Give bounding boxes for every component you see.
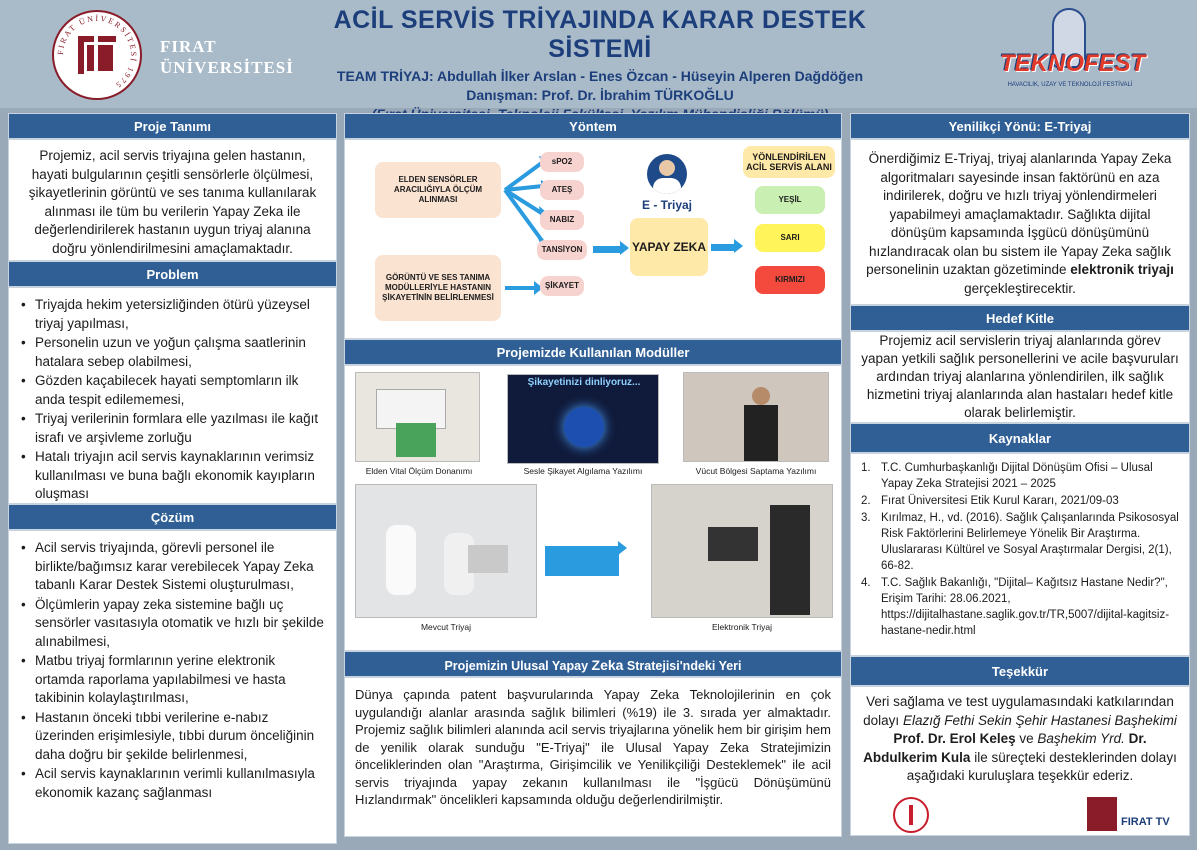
input-sikayet: ŞİKAYET	[540, 276, 584, 296]
problem-item: • Triyajda hekim yetersizliğinden ötürü yüzeysel triyaj yapılması,	[17, 296, 328, 333]
caption-electronic: Elektronik Triyaj	[712, 622, 772, 632]
university-name: FIRAT ÜNİVERSİTESİ	[160, 37, 294, 77]
cozum-item: • Acil servis triyajında, görevli personel ile birlikte/bağımsız karar verebilecek Yapay Zeka tabanlı Karar Destek Sistemi oluşturulması,	[17, 539, 328, 595]
doctor-avatar-icon	[647, 154, 687, 194]
tesekkur-body: Veri sağlama ve test uygulamasındaki katkılarından dolayı Elazığ Fethi Sekin Şehir Hastanesi Başhekimi Prof. Dr. Erol Keleş ve Başhekim Yrd. Dr. Abdulkerim Kula ile süreçteki desteklerinden dolayı aşağıdaki kuruluşlara teşekkür ederiz. FIRAT TV	[850, 686, 1190, 836]
caption-body: Vücut Bölgesi Saptama Yazılımı	[695, 466, 817, 476]
reference-item: 2. Fırat Üniversitesi Etik Kurul Kararı, 2021/09-03	[861, 495, 1119, 507]
poster-title: ACİL SERVİS TRİYAJINDA KARAR DESTEK SİSTEMİ	[333, 6, 867, 63]
complaint-arrow	[505, 286, 535, 290]
university-seal-icon	[52, 10, 142, 100]
strateji-heading: Projemizin Ulusal Yapay Zeka Stratejisi'ndeki Yeri	[344, 651, 842, 677]
firat-tv-label: FIRAT TV	[1121, 816, 1170, 828]
method-diagram	[344, 139, 842, 339]
cozum-item: • Acil servis kaynaklarının verimli kullanılmasıyla ekonomik kazanç sağlanması	[17, 765, 328, 802]
input-spo2: sPO2	[540, 152, 584, 172]
sensor-box: ELDEN SENSÖRLER ARACILIĞIYLA ÖLÇÜM ALINMASI	[375, 162, 501, 218]
problem-heading: Problem	[8, 261, 337, 287]
areas-title: YÖNLENDİRİLEN ACİL SERVİS ALANI	[743, 146, 835, 178]
modules-panel	[344, 365, 842, 651]
poster-header	[0, 0, 1197, 108]
firat-tv-logo-icon	[1087, 797, 1117, 831]
hedef-heading: Hedef Kitle	[850, 305, 1190, 331]
triage-area-1: YEŞİL	[755, 186, 825, 214]
strateji-text: Dünya çapında patent başvurularında Yapay Zeka Teknolojilerinin en çok uygulandığı alanlar arasında sağlık bilimleri (%19) ile 3. sırada yer almaktadır. Projemiz sağlık bilimleri alanında acil servis triyajlarına yönelik hem bir girişim hem de yenilik olarak sunduğu "E-Triyaj" ile Ulusal Yapay Zeka Stratejimizin önceliklerinden olan "Araştırma, Girişimcilik ve Yenilikçiliği Desteklemek" ile acil servis triyajında yapay zekanın kullanılması ile "İşgücü Dönüşümünü Hızlandırmak" öncelikleri kapsamında olduğu değerlendirilmiştir.	[344, 677, 842, 837]
input-tansiyon: TANSİYON	[537, 240, 587, 260]
problem-item: • Personelin uzun ve yoğun çalışma saatlerinin hatalara sebep olabilmesi,	[17, 334, 328, 371]
ministry-logo-icon	[893, 797, 929, 833]
reference-item: 4. T.C. Sağlık Bakanlığı, "Dijital– Kağıtsız Hastane Nedir?", Erişim Tarihi: 28.06.2021, https://dijitalhastane.saglik.gov.tr/TR,5007/dijital-kagitsiz-hastane-nedir.html	[861, 577, 1170, 637]
problem-body	[8, 287, 337, 504]
teknofest-logo: TEKNOFEST HAVACILIK, UZAY VE TEKNOLOJİ FESTİVALİ	[1000, 8, 1140, 100]
proje-text: Projemiz, acil servis triyajına gelen hastanın, hayati bulgularının çeşitli sensörlerle ölçülmesi, şikayetlerinin görüntü ve ses tanıma kullanılarak alınması ile tüm bu verilerin Yapay Zeka ile değerlendirilerek hastanın uygun triyaj alanına doğru yönlendirilmesini amaçlamaktadır.	[8, 139, 337, 261]
middle-column	[344, 113, 842, 837]
cozum-heading: Çözüm	[8, 504, 337, 530]
moduller-heading: Projemizde Kullanılan Modüller	[344, 339, 842, 365]
microphone-icon	[564, 407, 604, 447]
electronic-triage-image	[651, 484, 833, 618]
kaynak-heading: Kaynaklar	[850, 423, 1190, 453]
title-block	[300, 6, 900, 122]
problem-item: • Hatalı triyajın acil servis kaynaklarının verimsiz kullanılması ve buna bağlı ekonomik kayıpların oluşması	[17, 448, 328, 504]
kaynak-body	[850, 453, 1190, 656]
body-detect-image	[683, 372, 829, 462]
transition-arrow	[545, 546, 619, 576]
speech-app-image: Şikayetinizi dinliyoruz...	[507, 374, 659, 464]
ai-box: YAPAY ZEKA	[630, 218, 708, 276]
cozum-item: • Ölçümlerin yapay zeka sistemine bağlı uç sensörler vasıtasıyla otomatik ve hızlı bir şekilde alınabilmesi,	[17, 596, 328, 652]
reference-item: 3. Kırılmaz, H., vd. (2016). Sağlık Çalışanlarında Psikososyal Risk Faktörlerini Belirlemeye Yönelik Bir Araştırma. Uluslararası Kültürel ve Sosyal Araştırmalar Dergisi, 2(1), 66-82.	[861, 512, 1179, 572]
tesekkur-heading: Teşekkür	[850, 656, 1190, 686]
proje-heading: Proje Tanımı	[8, 113, 337, 139]
yenilik-heading: Yenilikçi Yönü: E-Triyaj	[850, 113, 1190, 139]
input-nabiz: NABIZ	[540, 210, 584, 230]
advisor-line: Danışman: Prof. Dr. İbrahim TÜRKOĞLU	[466, 87, 734, 103]
to-ai-arrow	[593, 246, 621, 253]
hedef-text: Projemiz acil servislerin triyaj alanlarında görev yapan yetkili sağlık personellerini ve acile başvuruları ardından triyaj alanlarına yönlendirilen, ilk sağlık hizmetini triyaj alanlarında alan hastaları hedef kitle olarak belirlemiştir.	[850, 331, 1190, 423]
caption-speech: Sesle Şikayet Algılama Yazılımı	[523, 466, 643, 476]
triage-area-2: SARI	[755, 224, 825, 252]
etriyaj-label: E - Triyaj	[641, 198, 693, 212]
caption-current: Mevcut Triyaj	[420, 622, 472, 632]
cozum-item: • Hastanın önceki tıbbi verilerine e-nabız üzerinden erişimlesiyle, tıbbi durum önceliğinin daha doğru bir şekilde belirlenmesi,	[17, 709, 328, 765]
yontem-heading: Yöntem	[344, 113, 842, 139]
triage-area-3: KIRMIZI	[755, 266, 825, 294]
right-column	[850, 113, 1190, 836]
input-ates: ATEŞ	[540, 180, 584, 200]
to-areas-arrow	[711, 244, 735, 251]
vital-hardware-image	[355, 372, 480, 462]
current-triage-image	[355, 484, 537, 618]
left-column	[8, 113, 337, 844]
university-logo	[52, 10, 292, 100]
yenilik-text: Önerdiğimiz E-Triyaj, triyaj alanlarında Yapay Zeka algoritmaları sayesinde insan faktörünü en aza indirilerek, doğru ve hızlı triyaj yönlendirmeleri yapabilmeyi amaçlamaktadır. Sağlıkta dijital dönüşüm kapsamında İşgücü dönüşümünü hızlandıracak olan bu sistem ile Yapay Zeka sağlık personelinin uzaktan gözetiminde elektronik triyajı gerçekleştirecektir.	[850, 139, 1190, 305]
caption-vital: Elden Vital Ölçüm Donanımı	[365, 466, 473, 476]
reference-item: 1. T.C. Cumhurbaşkanlığı Dijital Dönüşüm Ofisi – Ulusal Yapay Zeka Stratejisi 2021 – 2025	[861, 462, 1153, 490]
problem-item: • Triyaj verilerinin formlara elle yazılması ile kağıt israfı ve arşivleme zorluğu	[17, 410, 328, 447]
problem-item: • Gözden kaçabilecek hayati semptomların ilk anda tespit edilememesi,	[17, 372, 328, 409]
cozum-body	[8, 530, 337, 844]
svg-text:FIRAT ÜNİVERSİTESİ 1975: FIRAT ÜNİVERSİTESİ 1975	[55, 13, 139, 91]
vision-box: GÖRÜNTÜ VE SES TANIMA MODÜLLERİYLE HASTANIN ŞİKAYETİNİN BELİRLENMESİ	[375, 255, 501, 321]
team-line: TEAM TRİYAJ: Abdullah İlker Arslan - Enes Özcan - Hüseyin Alperen Dağdöğen	[336, 68, 864, 84]
cozum-item: • Matbu triyaj formlarının yerine elektronik ortamda raporlama yapılabilmesi ve hasta takibinin kolaylaştırılması,	[17, 652, 328, 708]
